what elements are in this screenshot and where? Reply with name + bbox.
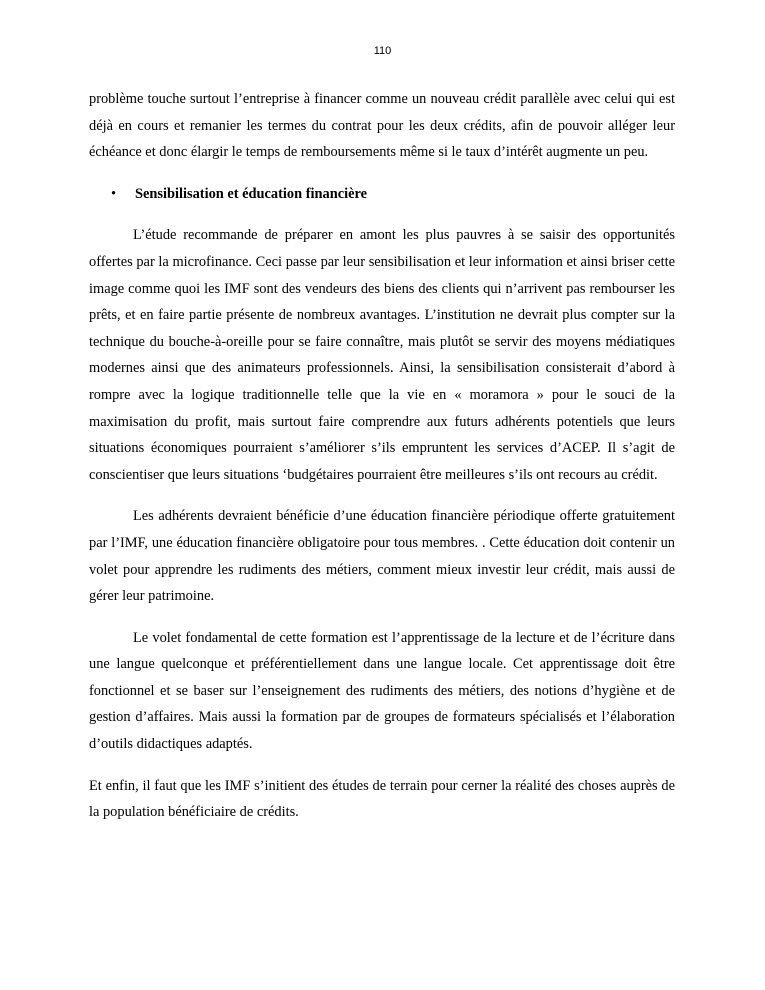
paragraph-conclusion: Et enfin, il faut que les IMF s’initient des études de terrain pour cerner la réalité des choses auprès de la population bénéficiaire de crédits. (89, 777, 675, 821)
bullet-heading-row (89, 181, 675, 208)
section-heading: Sensibilisation et éducation financière (135, 185, 367, 202)
paragraph-formation: Le volet fondamental de cette formation est l’apprentissage de la lecture et de l’écriture dans une langue quelconque et préférentiellement dans une langue locale. Cet apprentissage doit être fonctionnel et se baser sur l’enseignement des rudiments des métiers, des notions d’hygiène et de gestion d’affaires. Mais aussi la formation par de groupes de formateurs spécialisés et l’élaboration d’outils didactiques adaptés. (89, 629, 675, 753)
bullet-icon: • (111, 185, 117, 202)
document-body (89, 86, 675, 826)
paragraph-continuation: problème touche surtout l’entreprise à financer comme un nouveau crédit parallèle avec celui qui est déjà en cours et remanier les termes du contrat pour les deux crédits, afin de pouvoir alléger leur échéance et donc élargir le temps de remboursements même si le taux d’intérêt augmente un peu. (89, 91, 675, 161)
paragraph-education: Les adhérents devraient bénéficie d’une éducation financière périodique offerte gratuitement par l’IMF, une éducation financière obligatoire pour tous membres. . Cette éducation doit contenir un volet pour apprendre les rudiments des métiers, comment mieux investir leur crédit, mais aussi de gérer leur patrimoine. (89, 508, 675, 605)
paragraph-sensibilisation: L’étude recommande de préparer en amont les plus pauvres à se saisir des opportunités offertes par la microfinance. Ceci passe par leur sensibilisation et leur information et ainsi briser cette image comme quoi les IMF sont des vendeurs des biens des clients qui n’arrivent pas rembourser les prêts, et en faire partie présente de nombreux avantages. L’institution ne devrait plus compter sur la technique du bouche-à-oreille pour se faire connaître, mais plutôt se servir des moyens médiatiques modernes ainsi que des animateurs professionnels. Ainsi, la sensibilisation consisterait d’abord à rompre avec la logique traditionnelle telle que la vie en « moramora » pour le souci de la maximisation du profit, mais surtout faire comprendre aux futurs adhérents potentiels que leurs situations économiques pourraient s’améliorer s’ils empruntent les services d’ACEP. Il s’agit de conscientiser que leurs situations ‘budgétaires pourraient être meilleures s’ils ont recours au crédit. (89, 227, 675, 483)
page-number: 110 (373, 45, 392, 57)
